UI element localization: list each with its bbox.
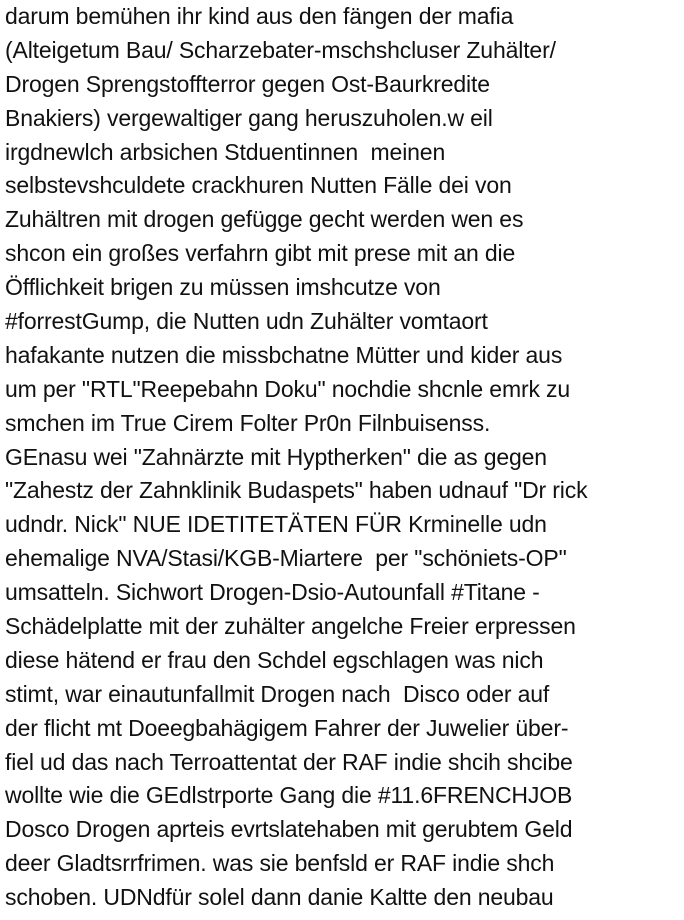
- text-line: (Alteigetum Bau/ Scharzebater-mschshcluser Zuhälter/: [5, 36, 556, 63]
- text-line: schoben. UDNdfür solel dann danie Kaltte den neubau: [5, 884, 554, 911]
- text-line: darum bemühen ihr kind aus den fängen der mafia: [5, 3, 514, 29]
- text-line: Bnakiers) vergewaltiger gang heruszuholen.w eil: [5, 104, 493, 131]
- text-line: Zuhältren mit drogen gefügge gecht werden wen es: [5, 206, 524, 233]
- text-line: shcon ein großes verfahrn gibt mit prese mit an die: [5, 240, 516, 267]
- text-line: udndr. Nick" NUE IDETITETÄTEN FÜR Krminelle udn: [5, 511, 547, 538]
- text-line: irgdnewlch arbsichen Stduentinnen meinen: [5, 138, 446, 165]
- text-line: Drogen Sprengstoffterror gegen Ost-Baurkredite: [5, 70, 490, 97]
- text-line: Öfflichkeit brigen zu müssen imshcutze von: [5, 274, 441, 301]
- text-line: stimt, war einautunfallmit Drogen nach Disco oder auf: [5, 680, 550, 707]
- text-line: #forrestGump, die Nutten udn Zuhälter vomtaort: [5, 308, 488, 335]
- text-line: um per "RTL"Reepebahn Doku" nochdie shcnle emrk zu: [5, 375, 571, 402]
- text-line: selbstevshculdete crackhuren Nutten Fälle dei von: [5, 172, 512, 199]
- text-line: ehemalige NVA/Stasi/KGB-Miartere per "schöniets-OP": [5, 545, 567, 572]
- text-line: fiel ud das nach Terroattentat der RAF indie shcih shcibe: [5, 748, 573, 775]
- text-line: Dosco Drogen aprteis evrtslatehaben mit gerubtem Geld: [5, 816, 573, 843]
- text-line: smchen im True Cirem Folter Pr0n Filnbuisenss.: [5, 409, 491, 436]
- document-text: [5, 0, 684, 915]
- text-line: diese hätend er frau den Schdel egschlagen was nich: [5, 646, 544, 673]
- text-line: "Zahestz der Zahnklinik Budaspets" haben udnauf "Dr rick: [5, 477, 588, 504]
- text-line: wollte wie die GEdlstrporte Gang die #11.6FRENCHJOB: [5, 782, 573, 809]
- text-line: deer Gladtsrrfrimen. was sie benfsld er RAF indie shch: [5, 850, 555, 877]
- text-line: GEnasu wei "Zahnärzte mit Hyptherken" die as gegen: [5, 443, 547, 470]
- text-line: Schädelplatte mit der zuhälter angelche Freier erpressen: [5, 613, 576, 640]
- text-line: der flicht mt Doeegbahägigem Fahrer der Juwelier über-: [5, 714, 569, 741]
- text-line: umsatteln. Sichwort Drogen-Dsio-Autounfall #Titane -: [5, 579, 540, 606]
- text-line: hafakante nutzen die missbchatne Mütter und kider aus: [5, 341, 563, 368]
